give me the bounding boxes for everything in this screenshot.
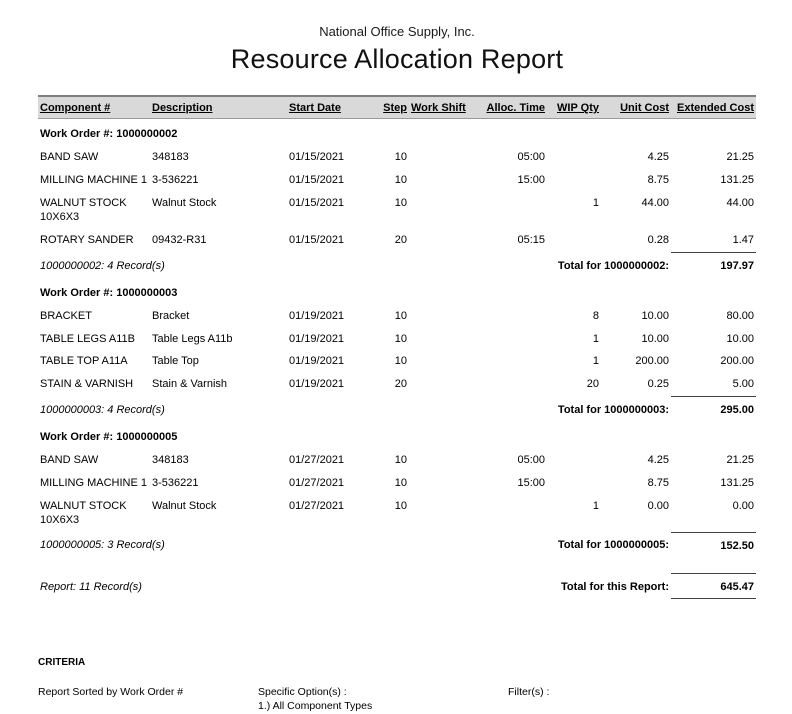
group-header-label: Work Order #: 1000000002 bbox=[40, 128, 178, 140]
cell-description: Table Legs A11b bbox=[152, 332, 233, 345]
cell-start-date: 01/19/2021 bbox=[289, 332, 345, 345]
cell-start-date: 01/19/2021 bbox=[289, 309, 345, 322]
cell-alloc-time bbox=[478, 495, 547, 533]
cell-extended-cost: 200.00 bbox=[720, 355, 754, 368]
criteria-heading: CRITERIA bbox=[38, 656, 86, 668]
cell-step: 10 bbox=[394, 173, 407, 186]
criteria-specific-item: 1.) All Component Types bbox=[258, 699, 373, 712]
table-row bbox=[38, 449, 756, 472]
cell-unit-cost: 0.28 bbox=[647, 234, 669, 247]
cell-step: 20 bbox=[394, 378, 407, 391]
cell-work-shift bbox=[409, 449, 478, 472]
group-header bbox=[38, 422, 756, 449]
cell-step: 20 bbox=[394, 234, 407, 247]
table-row bbox=[38, 229, 756, 252]
criteria-section bbox=[38, 657, 756, 714]
cell-alloc-time: 05:00 bbox=[517, 453, 545, 466]
cell-start-date: 01/19/2021 bbox=[289, 355, 345, 368]
group-footer bbox=[38, 532, 756, 557]
cell-component: BAND SAW bbox=[40, 150, 99, 163]
group-total-label: Total for 1000000005: bbox=[557, 539, 669, 552]
cell-description: 3-536221 bbox=[152, 173, 199, 186]
cell-unit-cost: 8.75 bbox=[647, 476, 669, 489]
cell-step: 10 bbox=[394, 476, 407, 489]
cell-alloc-time: 15:00 bbox=[517, 476, 545, 489]
cell-alloc-time: 15:00 bbox=[517, 173, 545, 186]
column-header-extended-cost: Extended Cost bbox=[671, 96, 756, 119]
cell-extended-cost: 5.00 bbox=[732, 378, 754, 391]
cell-wip-qty: 1 bbox=[592, 196, 599, 209]
report-table bbox=[38, 95, 756, 599]
cell-wip-qty: 8 bbox=[592, 309, 599, 322]
table-row bbox=[38, 146, 756, 169]
cell-component: TABLE LEGS A11B bbox=[40, 332, 135, 345]
cell-alloc-time bbox=[478, 328, 547, 351]
cell-extended-cost: 21.25 bbox=[726, 150, 754, 163]
cell-start-date: 01/19/2021 bbox=[289, 378, 345, 391]
cell-step: 10 bbox=[394, 196, 407, 209]
cell-extended-cost: 131.25 bbox=[720, 173, 754, 186]
column-header-alloc-time: Alloc. Time bbox=[478, 96, 547, 119]
cell-component: STAIN & VARNISH bbox=[40, 378, 134, 391]
group-total-label: Total for 1000000002: bbox=[557, 259, 669, 272]
cell-description: Bracket bbox=[152, 309, 190, 322]
cell-extended-cost: 131.25 bbox=[720, 476, 754, 489]
group-record-count: 1000000005: 3 Record(s) bbox=[40, 539, 165, 552]
group-footer bbox=[38, 397, 756, 422]
cell-work-shift bbox=[409, 328, 478, 351]
group-header bbox=[38, 119, 756, 146]
report-record-count: Report: 11 Record(s) bbox=[40, 580, 142, 593]
cell-step: 10 bbox=[394, 453, 407, 466]
criteria-filters-label: Filter(s) : bbox=[508, 685, 550, 698]
cell-extended-cost: 0.00 bbox=[732, 499, 754, 512]
cell-extended-cost: 21.25 bbox=[726, 453, 754, 466]
cell-work-shift bbox=[409, 495, 478, 533]
cell-work-shift bbox=[409, 229, 478, 252]
cell-start-date: 01/15/2021 bbox=[289, 234, 345, 247]
cell-unit-cost: 10.00 bbox=[641, 309, 669, 322]
cell-alloc-time: 05:15 bbox=[517, 234, 545, 247]
cell-work-shift bbox=[409, 350, 478, 373]
cell-description: Walnut Stock bbox=[152, 499, 217, 512]
cell-unit-cost: 4.25 bbox=[647, 150, 669, 163]
table-row bbox=[38, 192, 756, 230]
cell-step: 10 bbox=[394, 332, 407, 345]
column-header-work-shift: Work Shift bbox=[409, 96, 478, 119]
cell-wip-qty: 20 bbox=[586, 378, 599, 391]
cell-description: Table Top bbox=[152, 355, 199, 368]
group-header-label: Work Order #: 1000000003 bbox=[40, 286, 178, 299]
table-row bbox=[38, 495, 756, 533]
spacer-row bbox=[38, 558, 756, 574]
column-header-wip-qty: WIP Qty bbox=[547, 96, 601, 119]
group-total-value: 152.50 bbox=[671, 532, 756, 557]
cell-wip-qty: 1 bbox=[592, 355, 599, 368]
cell-component: TABLE TOP A11A bbox=[40, 355, 128, 368]
cell-extended-cost: 80.00 bbox=[726, 309, 754, 322]
criteria-row bbox=[38, 686, 756, 714]
cell-component: BAND SAW bbox=[40, 453, 99, 466]
cell-wip-qty bbox=[547, 472, 601, 495]
cell-description: Walnut Stock bbox=[152, 196, 217, 209]
cell-wip-qty: 1 bbox=[592, 332, 599, 345]
cell-unit-cost: 44.00 bbox=[641, 196, 669, 209]
cell-unit-cost: 0.00 bbox=[647, 499, 669, 512]
cell-description: 09432-R31 bbox=[152, 234, 207, 247]
table-row bbox=[38, 472, 756, 495]
cell-work-shift bbox=[409, 146, 478, 169]
cell-wip-qty bbox=[547, 229, 601, 252]
column-header-row bbox=[38, 96, 756, 119]
cell-step: 10 bbox=[394, 499, 407, 512]
report-total-value: 645.47 bbox=[671, 574, 756, 599]
group-header-label: Work Order #: 1000000005 bbox=[40, 430, 178, 443]
cell-step: 10 bbox=[394, 309, 407, 322]
group-header bbox=[38, 278, 756, 305]
criteria-sorted-by: Report Sorted by Work Order # bbox=[38, 685, 184, 698]
criteria-specific-options bbox=[258, 686, 508, 714]
criteria-specific-label: Specific Option(s) : bbox=[258, 685, 347, 698]
table-row bbox=[38, 169, 756, 192]
cell-work-shift bbox=[409, 472, 478, 495]
cell-wip-qty bbox=[547, 449, 601, 472]
report-total-label: Total for this Report: bbox=[561, 580, 669, 593]
cell-start-date: 01/27/2021 bbox=[289, 499, 345, 512]
cell-work-shift bbox=[409, 373, 478, 396]
group-record-count: 1000000002: 4 Record(s) bbox=[40, 259, 165, 272]
cell-step: 10 bbox=[394, 150, 407, 163]
cell-unit-cost: 0.25 bbox=[647, 378, 669, 391]
cell-start-date: 01/27/2021 bbox=[289, 453, 345, 466]
column-header-start-date: Start Date bbox=[287, 96, 367, 119]
cell-component: WALNUT STOCK 10X6X3 bbox=[40, 499, 127, 527]
group-record-count: 1000000003: 4 Record(s) bbox=[40, 403, 165, 416]
column-header-step: Step bbox=[367, 96, 409, 119]
cell-alloc-time: 05:00 bbox=[517, 150, 545, 163]
cell-component: MILLING MACHINE 1 bbox=[40, 476, 147, 489]
table-row bbox=[38, 305, 756, 328]
cell-alloc-time bbox=[478, 373, 547, 396]
cell-component: MILLING MACHINE 1 bbox=[40, 173, 147, 186]
table-row bbox=[38, 328, 756, 351]
table-row bbox=[38, 373, 756, 396]
cell-alloc-time bbox=[478, 305, 547, 328]
cell-extended-cost: 1.47 bbox=[732, 234, 754, 247]
cell-description: 348183 bbox=[152, 453, 189, 466]
cell-start-date: 01/27/2021 bbox=[289, 476, 345, 489]
cell-description: Stain & Varnish bbox=[152, 378, 228, 391]
cell-wip-qty bbox=[547, 146, 601, 169]
column-header-component: Component # bbox=[38, 96, 150, 119]
cell-extended-cost: 44.00 bbox=[726, 196, 754, 209]
cell-wip-qty: 1 bbox=[592, 499, 599, 512]
cell-start-date: 01/15/2021 bbox=[289, 173, 345, 186]
cell-start-date: 01/15/2021 bbox=[289, 196, 345, 209]
cell-wip-qty bbox=[547, 169, 601, 192]
cell-extended-cost: 10.00 bbox=[726, 332, 754, 345]
page-title: Resource Allocation Report bbox=[230, 44, 564, 74]
cell-unit-cost: 4.25 bbox=[647, 453, 669, 466]
company-name: National Office Supply, Inc. bbox=[319, 24, 475, 39]
table-row bbox=[38, 350, 756, 373]
column-header-description: Description bbox=[150, 96, 287, 119]
cell-unit-cost: 200.00 bbox=[635, 355, 669, 368]
cell-alloc-time bbox=[478, 192, 547, 230]
group-total-label: Total for 1000000003: bbox=[557, 403, 669, 416]
cell-start-date: 01/15/2021 bbox=[289, 150, 345, 163]
group-total-value: 295.00 bbox=[671, 397, 756, 422]
cell-work-shift bbox=[409, 305, 478, 328]
cell-unit-cost: 8.75 bbox=[647, 173, 669, 186]
cell-step: 10 bbox=[394, 355, 407, 368]
cell-description: 3-536221 bbox=[152, 476, 199, 489]
group-total-value: 197.97 bbox=[671, 253, 756, 278]
cell-description: 348183 bbox=[152, 150, 189, 163]
cell-component: BRACKET bbox=[40, 309, 92, 322]
column-header-unit-cost: Unit Cost bbox=[601, 96, 671, 119]
report-footer bbox=[38, 574, 756, 599]
cell-unit-cost: 10.00 bbox=[641, 332, 669, 345]
cell-component: WALNUT STOCK 10X6X3 bbox=[40, 196, 127, 224]
cell-component: ROTARY SANDER bbox=[40, 234, 134, 247]
cell-work-shift bbox=[409, 169, 478, 192]
cell-work-shift bbox=[409, 192, 478, 230]
group-footer bbox=[38, 253, 756, 278]
cell-alloc-time bbox=[478, 350, 547, 373]
